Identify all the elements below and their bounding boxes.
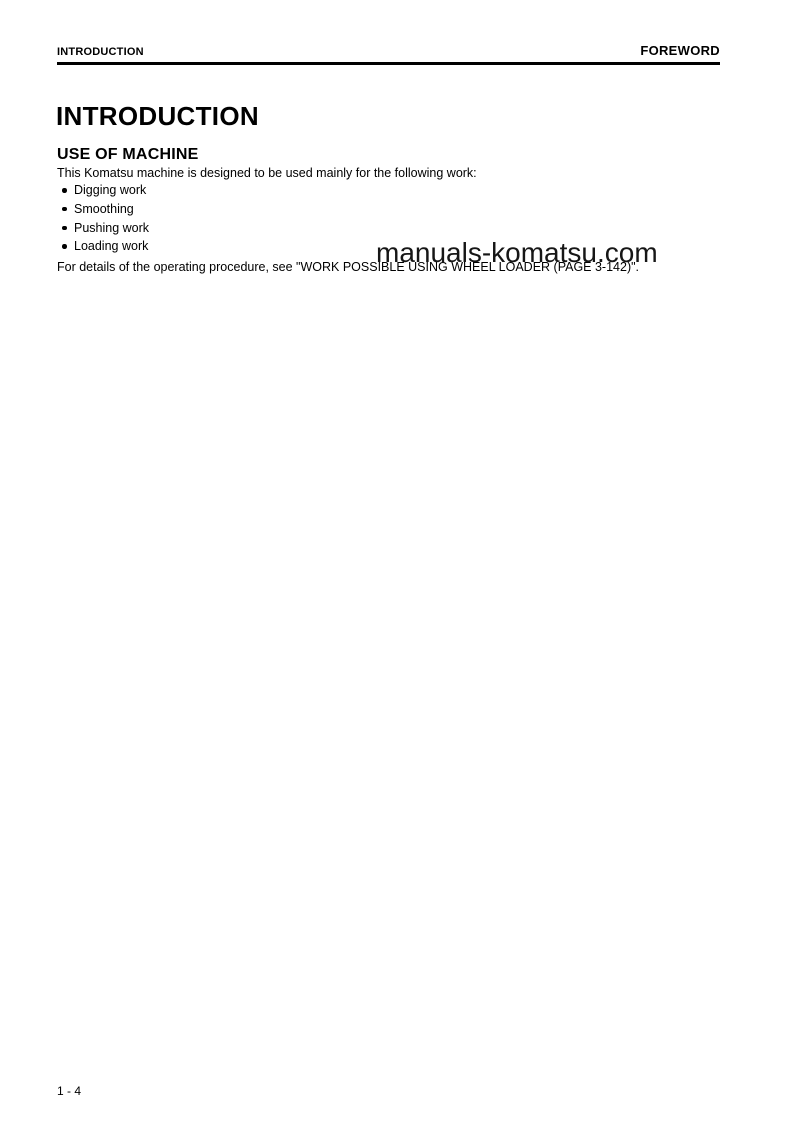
bullet-icon (62, 188, 67, 193)
list-item (57, 240, 149, 253)
section-heading: USE OF MACHINE (57, 146, 199, 163)
list-item-label: Smoothing (74, 201, 134, 216)
list-item-label: Pushing work (74, 220, 150, 235)
list-item-label: Loading work (74, 239, 149, 254)
header-left-label: INTRODUCTION (57, 46, 144, 58)
bullet-icon (62, 226, 67, 231)
bullet-icon (62, 207, 67, 212)
bullet-icon (62, 244, 67, 249)
page-number: 1 - 4 (57, 1084, 82, 1098)
header-right-label: FOREWORD (640, 43, 720, 58)
intro-text: This Komatsu machine is designed to be used mainly for the following work: (57, 166, 477, 180)
watermark-text: manuals-komatsu.com (376, 237, 658, 268)
header-divider (57, 62, 720, 65)
list-item (57, 203, 149, 216)
bullet-list (57, 184, 149, 259)
list-item (57, 222, 149, 235)
closing-text: For details of the operating procedure, see "WORK POSSIBLE USING WHEEL LOADER (PAGE 3-142)". (57, 260, 640, 274)
list-item-label: Digging work (74, 183, 147, 197)
page-title: INTRODUCTION (56, 101, 259, 131)
list-item (57, 184, 149, 197)
